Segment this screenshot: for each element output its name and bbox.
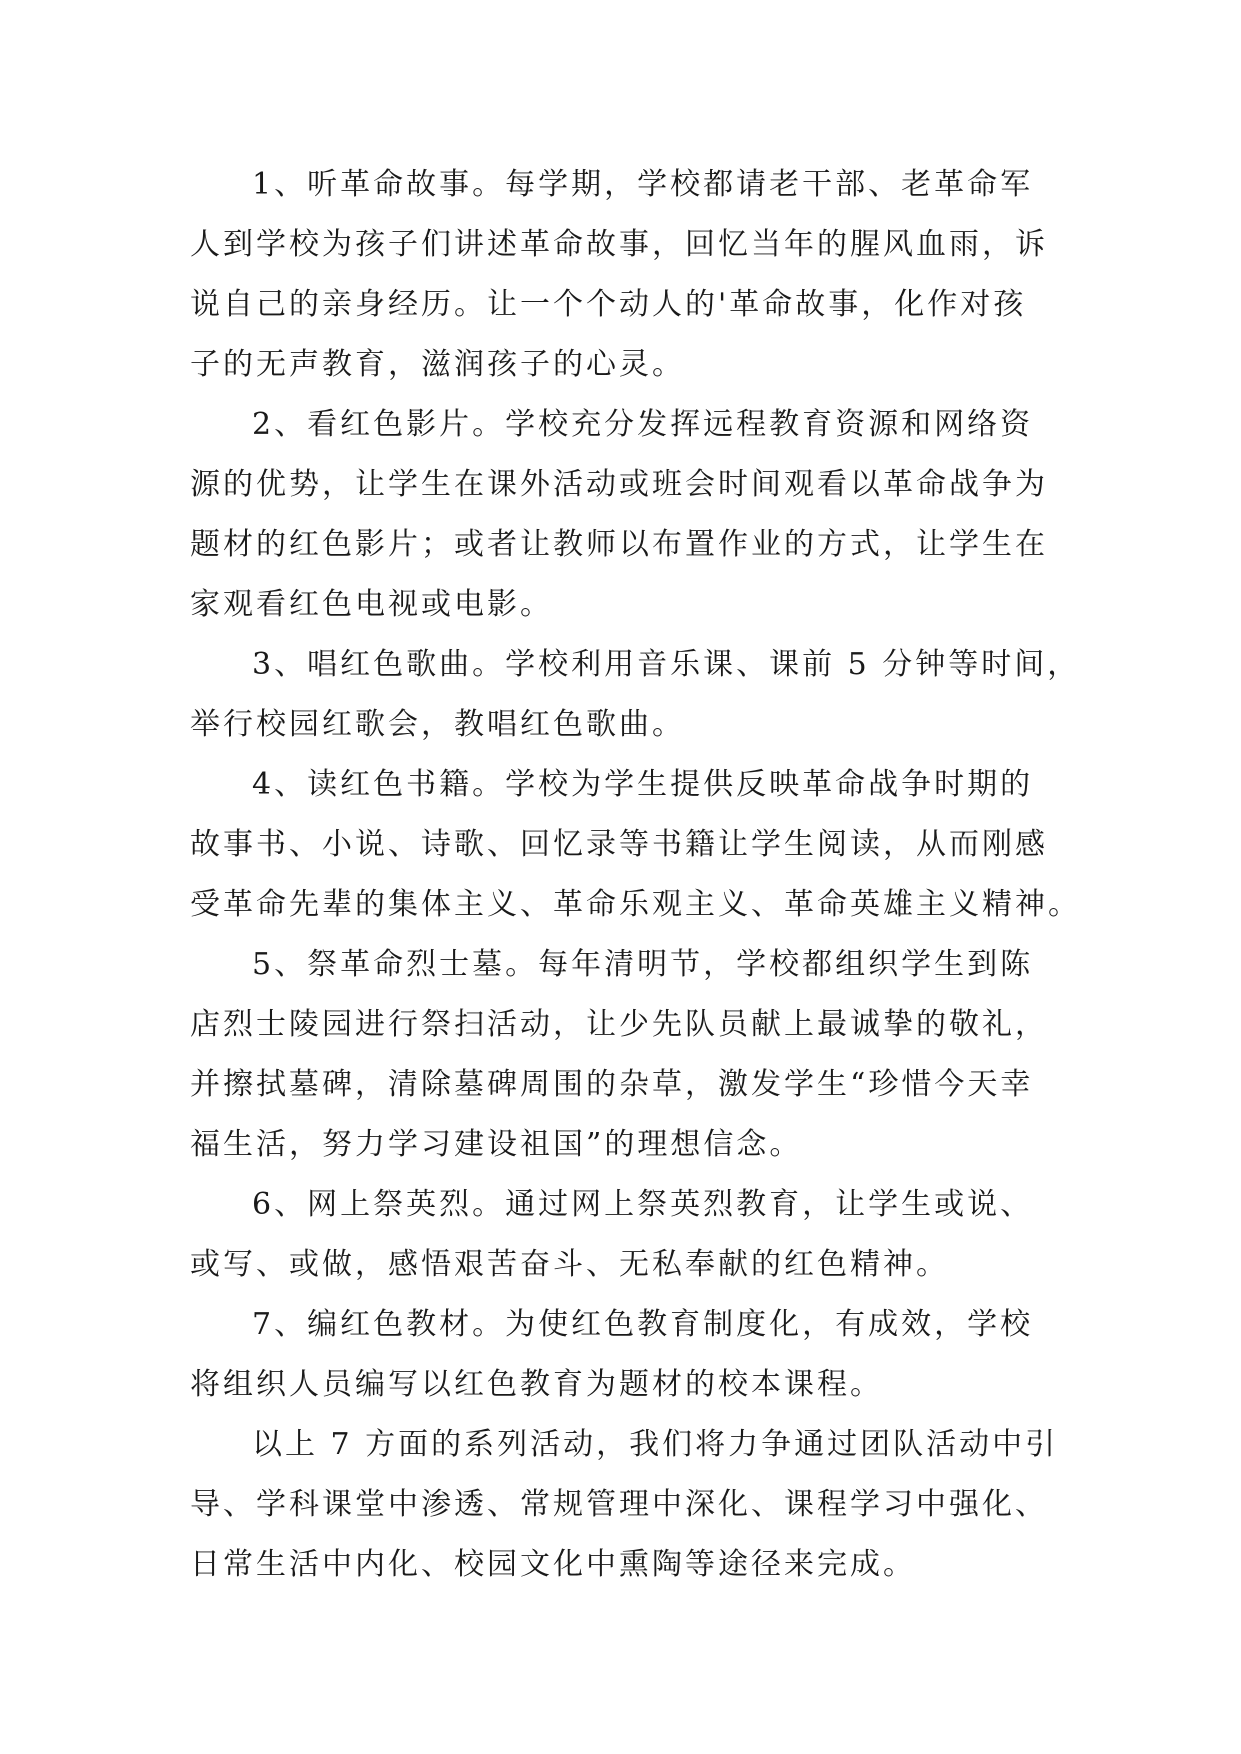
paragraph-line: 故事书、小说、诗歌、回忆录等书籍让学生阅读，从而刚感 bbox=[190, 827, 1048, 862]
paragraph-7 bbox=[190, 1295, 1060, 1415]
paragraph-line: 子的无声教育，滋润孩子的心灵。 bbox=[190, 347, 685, 382]
paragraph-line: 店烈士陵园进行祭扫活动，让少先队员献上最诚挚的敬礼， bbox=[190, 1007, 1048, 1042]
paragraph-line: 并擦拭墓碑，清除墓碑周围的杂草，激发学生“珍惜今天幸 bbox=[190, 1067, 1034, 1102]
paragraph-line: 2、看红色影片。学校充分发挥远程教育资源和网络资 bbox=[252, 407, 1034, 442]
paragraph-line: 或写、或做，感悟艰苦奋斗、无私奉献的红色精神。 bbox=[190, 1247, 949, 1282]
paragraph-line: 受革命先辈的集体主义、革命乐观主义、革命英雄主义精神。 bbox=[190, 887, 1081, 922]
paragraph-8 bbox=[190, 1415, 1060, 1595]
paragraph-1 bbox=[190, 155, 1060, 395]
paragraph-line: 源的优势，让学生在课外活动或班会时间观看以革命战争为 bbox=[190, 467, 1048, 502]
paragraph-line: 1、听革命故事。每学期，学校都请老干部、老革命军 bbox=[252, 167, 1034, 202]
paragraph-4 bbox=[190, 755, 1081, 935]
paragraph-line: 3、唱红色歌曲。学校利用音乐课、课前 5 分钟等时间， bbox=[252, 647, 1081, 682]
paragraph-line: 以上 7 方面的系列活动，我们将力争通过团队活动中引 bbox=[252, 1427, 1059, 1462]
paragraph-line: 举行校园红歌会，教唱红色歌曲。 bbox=[190, 707, 685, 742]
paragraph-2 bbox=[190, 395, 1060, 635]
paragraph-5 bbox=[190, 935, 1060, 1175]
paragraph-line: 6、网上祭英烈。通过网上祭英烈教育，让学生或说、 bbox=[252, 1187, 1034, 1222]
paragraph-line: 将组织人员编写以红色教育为题材的校本课程。 bbox=[190, 1367, 883, 1402]
paragraph-line: 日常生活中内化、校园文化中熏陶等途径来完成。 bbox=[190, 1547, 916, 1582]
paragraph-6 bbox=[190, 1175, 1060, 1295]
paragraph-line: 导、学科课堂中渗透、常规管理中深化、课程学习中强化、 bbox=[190, 1487, 1048, 1522]
paragraph-line: 说自己的亲身经历。让一个个动人的'革命故事，化作对孩 bbox=[190, 287, 1027, 322]
paragraph-line: 家观看红色电视或电影。 bbox=[190, 587, 553, 622]
paragraph-line: 福生活，努力学习建设祖国”的理想信念。 bbox=[190, 1127, 803, 1162]
document-body bbox=[190, 155, 1081, 1595]
paragraph-line: 人到学校为孩子们讲述革命故事，回忆当年的腥风血雨，诉 bbox=[190, 227, 1048, 262]
paragraph-line: 7、编红色教材。为使红色教育制度化，有成效，学校 bbox=[252, 1307, 1034, 1342]
paragraph-line: 题材的红色影片；或者让教师以布置作业的方式，让学生在 bbox=[190, 527, 1048, 562]
paragraph-line: 4、读红色书籍。学校为学生提供反映革命战争时期的 bbox=[252, 767, 1034, 802]
paragraph-3 bbox=[190, 635, 1081, 755]
paragraph-line: 5、祭革命烈士墓。每年清明节，学校都组织学生到陈 bbox=[252, 947, 1034, 982]
